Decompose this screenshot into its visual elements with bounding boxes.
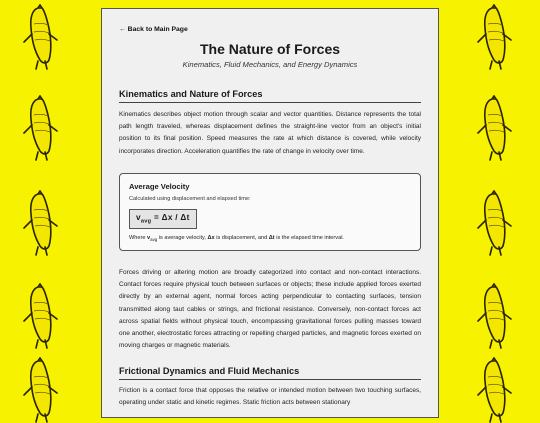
banana-character-icon	[20, 357, 60, 423]
formula-explanation	[129, 235, 411, 242]
card-title: Average Velocity	[129, 182, 190, 191]
banana-character-icon	[474, 283, 514, 349]
banana-character-icon	[474, 95, 514, 161]
back-to-main-link[interactable]: ← Back to Main Page	[119, 26, 188, 33]
banana-character-icon	[20, 95, 60, 161]
note-dx: Δx	[207, 234, 215, 241]
formula-rhs: = Δx / Δt	[151, 213, 190, 222]
card-description: Calculated using displacement and elapsed time:	[129, 196, 251, 202]
banana-character-icon	[474, 4, 514, 70]
banana-character-icon	[474, 357, 514, 423]
note-v: v	[147, 234, 151, 241]
page-subtitle: Kinematics, Fluid Mechanics, and Energy Dynamics	[182, 60, 358, 69]
page-title: The Nature of Forces	[199, 41, 341, 57]
note-mid2: is displacement, and	[214, 234, 269, 241]
section-heading-kinematics: Kinematics and Nature of Forces	[119, 89, 421, 103]
banana-character-icon	[474, 190, 514, 256]
banana-character-icon	[20, 283, 60, 349]
note-sub: avg	[150, 236, 158, 242]
content-panel	[101, 8, 439, 418]
note-dt: Δt	[268, 234, 275, 241]
average-velocity-card	[119, 173, 421, 251]
forces-paragraph: Forces driving or altering motion are broadly categorized into contact and non-contact interactions. Contact forces require physical touch between surfaces or objects; these include applied forces exerted directly by an external agent, normal forces acting perpendicular to contacting surfaces, tension transmitted along taut cables or strings, and frictional resistance. Conversely, non-contact forces act across spatial fields without physical touch, encompassing gravitational forces pulling masses toward one another, electrostatic forces attracting or repelling charged particles, and magnetic forces exerted on moving charges or magnetic materials.	[119, 269, 421, 350]
banana-character-icon	[20, 4, 60, 70]
section-heading-friction: Frictional Dynamics and Fluid Mechanics	[119, 366, 421, 380]
note-end: is the elapsed time interval.	[274, 234, 344, 241]
note-mid1: is average velocity,	[157, 234, 208, 241]
banana-character-icon	[20, 190, 60, 256]
formula-subscript: avg	[140, 218, 152, 225]
friction-paragraph: Friction is a contact force that opposes the relative or intended motion between two touching surfaces, operating under static and kinetic regimes. Static friction acts between stationary	[119, 387, 421, 407]
note-where: Where	[129, 234, 148, 241]
formula-symbol: v	[136, 213, 141, 222]
kinematics-paragraph: Kinematics describes object motion through scalar and vector quantities. Distance represents the total path length traveled, whereas displacement defines the straight-line vector from an object's initial position to its final position. Speed measures the rate at which distance is covered, while velocity incorporates direction. Acceleration quantifies the rate of change in velocity over time.	[119, 111, 421, 155]
average-velocity-formula	[129, 209, 197, 229]
